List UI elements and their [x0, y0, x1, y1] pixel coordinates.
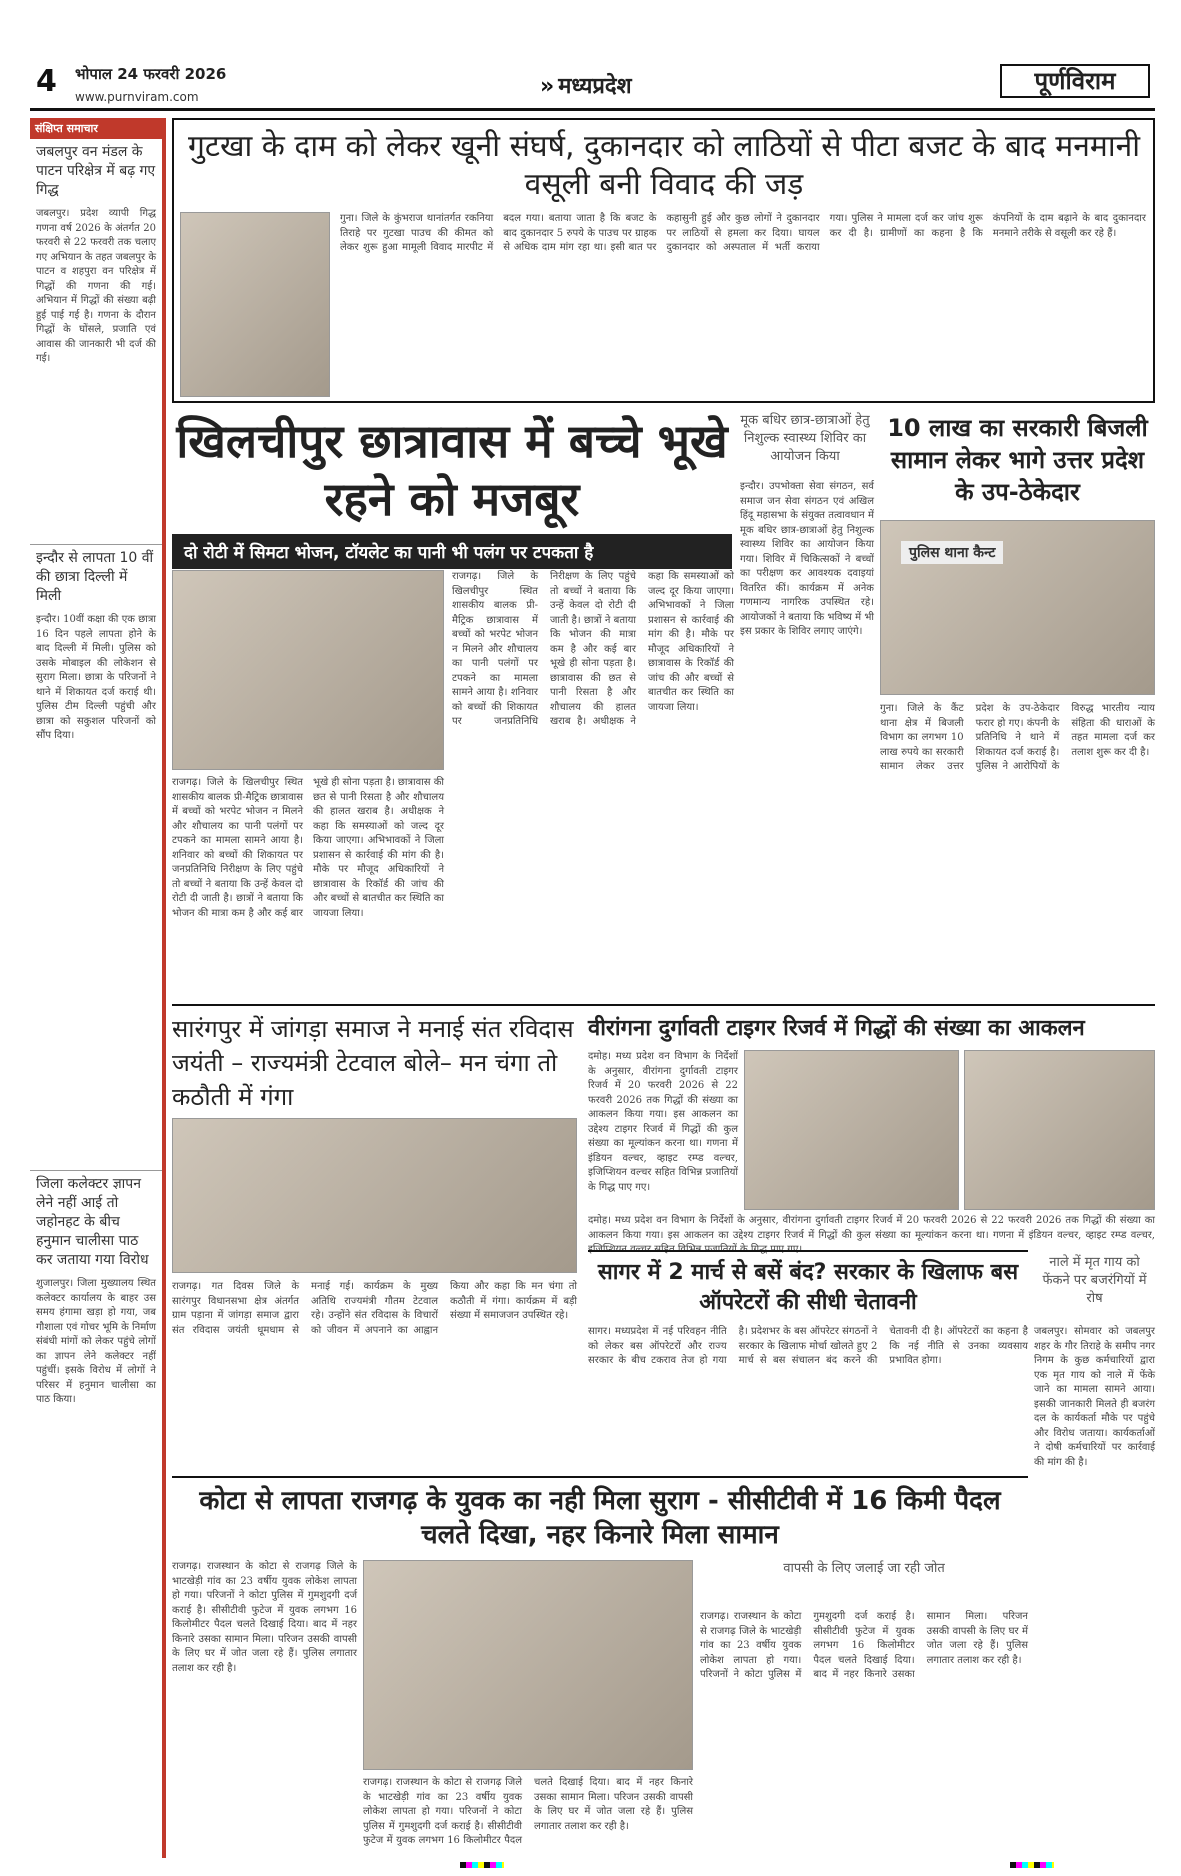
- kota-subhead: वापसी के लिए जलाई जा रही जोत: [783, 1561, 945, 1576]
- kota-body-a: राजगढ़। राजस्थान के कोटा से राजगढ़ जिले के भाटखेड़ी गांव का 23 वर्षीय युवक लोकेश लापता हो गया। परिजनों ने कोटा पुलिस में गुमशुदगी दर्ज कराई है। सीसीटीवी फुटेज में युवक लगभग 16 किलोमीटर पैदल चलते दिखाई दिया। बाद में नहर किनारे उसका सामान मिला। परिजन उसकी वापसी के लिए घर में जोत जला रहे हैं। पुलिस लगातार तलाश कर रही है।: [172, 1561, 357, 1674]
- hostel-photo: [172, 570, 444, 770]
- vultures-photo-2: [964, 1050, 1155, 1210]
- cow-headline: नाले में मृत गाय को फेंकने पर बजरंगियों में रोष: [1042, 1255, 1147, 1306]
- left-story-2: इन्दौर। 10वीं कक्षा की एक छात्रा 16 दिन पहले लापता होने के बाद दिल्ली में मिली। पुलिस को उसके मोबाइल की लोकेशन से सुराग मिला। छात्रा के परिजनों ने थाने में शिकायत दर्ज कराई थी। पुलिस टीम दिल्ली पहुंची और छात्रा को सकुशल परिजनों को सौंप दिया।: [36, 614, 156, 741]
- brand-logo: पूर्णविराम: [1000, 64, 1150, 98]
- police-station-photo: [880, 520, 1155, 695]
- vulture-body-a: दमोह। मध्य प्रदेश वन विभाग के निर्देशों के अनुसार, वीरांगना दुर्गावती टाइगर रिजर्व में 20 फरवरी 2026 से 22 फरवरी 2026 तक गिद्धों की संख्या का आकलन किया गया। इस आकलन का उद्देश्य टाइगर रिजर्व में गिद्धों की कुल संख्या का मूल्यांकन करना था। गणना में इंडियन वल्चर, व्हाइट रम्प्ड वल्चर, इजिप्शियन वल्चर सहित विभिन्न प्रजातियों के गिद्ध पाए गए।: [588, 1051, 738, 1193]
- top-story-headline: गुटखा के दाम को लेकर खूनी संघर्ष, दुकानदार को लाठियों से पीटा बजट के बाद मनमानी वसूली बनी विवाद की जड़: [187, 129, 1141, 202]
- cartoon-image: [180, 212, 330, 397]
- left-story-1: जबलपुर। प्रदेश व्यापी गिद्ध गणना वर्ष 2026 के अंतर्गत 20 फरवरी से 22 फरवरी तक चलाए गए अभियान के तहत जबलपुर के पाटन व शहपुरा वन परिक्षेत्र में गिद्धों की गणना की गई। अभियान में गिद्धों की संख्या बढ़ी हुई पाई गई है। गणना के दौरान गिद्धों के घोंसले, प्रजाति एवं आवास की जानकारी भी दर्ज की गई।: [36, 208, 157, 364]
- sarangpur-headline: सारंगपुर में जांगड़ा समाज ने मनाई संत रविदास जयंती – राज्यमंत्री टेटवाल बोले– मन चंगा तो कठौती में गंगा: [172, 1015, 574, 1111]
- left-headline-3: जिला कलेक्टर ज्ञापन लेने नहीं आई तो जहोनहट के बीच हनुमान चालीसा पाठ कर जताया गया विरोध: [30, 1170, 162, 1274]
- hostel-body-a: राजगढ़। जिले के खिलचीपुर स्थित शासकीय बालक प्री-मैट्रिक छात्रावास में बच्चों को भरपेट भोजन न मिलने और शौचालय का पानी पलंगों पर टपकने का मामला सामने आया है। शनिवार को बच्चों की शिकायत पर जनप्रतिनिधि निरीक्षण के लिए पहुंचे तो बच्चों ने बताया कि उन्हें केवल दो रोटी दी जाती है। छात्रों ने बताया कि भोजन की मात्रा कम है और कई बार भूखे ही सोना पड़ता है। छात्रावास की छत से पानी रिसता है और शौचालय की हालत खराब है। अधीक्षक ने कहा कि समस्याओं को जल्द दूर किया जाएगा। अभिभावकों ने जिला प्रशासन से कार्रवाई की मांग की है। मौके पर मौजूद अधिकारियों ने छात्रावास के रिकॉर्ड की जांच की और बच्चों से बातचीत कर स्थिति का जायजा लिया।: [172, 777, 444, 919]
- sarangpur-body: राजगढ़। गत दिवस जिले के सारंगपुर विधानसभा क्षेत्र अंतर्गत ग्राम पड़ाना में जांगड़ा समाज द्वारा संत रविदास जयंती धूमधाम से मनाई गई। कार्यक्रम के मुख्य अतिथि राज्यमंत्री गौतम टेटवाल रहे। उन्होंने संत रविदास के विचारों को जीवन में अपनाने का आह्वान किया और कहा कि मन चंगा तो कठौती में गंगा। कार्यक्रम में बड़ी संख्या में समाजजन उपस्थित रहे।: [172, 1281, 577, 1336]
- header-rule: [30, 108, 1155, 111]
- kota-body-c: राजगढ़। राजस्थान के कोटा से राजगढ़ जिले के भाटखेड़ी गांव का 23 वर्षीय युवक लोकेश लापता हो गया। परिजनों ने कोटा पुलिस में गुमशुदगी दर्ज कराई है। सीसीटीवी फुटेज में युवक लगभग 16 किलोमीटर पैदल चलते दिखाई दिया। बाद में नहर किनारे उसका सामान मिला। परिजन उसकी वापसी के लिए घर में जोत जला रहे हैं। पुलिस लगातार तलाश कर रही है।: [700, 1611, 1028, 1680]
- print-registration-mark: [460, 1862, 504, 1868]
- left-headline-1: जबलपुर वन मंडल के पाटन परिक्षेत्र में बढ़ गए गिद्ध: [36, 144, 156, 198]
- bus-body: सागर। मध्यप्रदेश में नई परिवहन नीति को लेकर बस ऑपरेटरों और राज्य सरकार के बीच टकराव तेज हो गया है। प्रदेशभर के बस ऑपरेटर संगठनों ने सरकार के खिलाफ मोर्चा खोलते हुए 2 मार्च से बस संचालन बंद करने की चेतावनी दी है। ऑपरेटरों का कहना है कि नई नीति से उनका व्यवसाय प्रभावित होगा।: [588, 1326, 1028, 1366]
- top-story-body: गुना। जिले के कुंभराज थानांतर्गत रकनिया तिराहे पर गुटखा पाउच की कीमत को लेकर शुरू हुआ मामूली विवाद मारपीट में बदल गया। बताया जाता है कि बजट के बाद दुकानदार 5 रुपये के पाउच पर ग्राहक से अधिक दाम मांग रहा था। इसी बात पर कहासुनी हुई और कुछ लोगों ने दुकानदार पर लाठियों से हमला कर दिया। घायल दुकानदार को अस्पताल में भर्ती कराया गया। पुलिस ने मामला दर्ज कर जांच शुरू कर दी है। ग्रामीणों का कहना है कि कंपनियों के दाम बढ़ाने के बाद दुकानदार मनमाने तरीके से वसूली कर रहे हैं।: [340, 213, 1146, 253]
- left-story-3: शुजालपुर। जिला मुख्यालय स्थित कलेक्टर कार्यालय के बाहर उस समय हंगामा खड़ा हो गया, जब गौशाला एवं गोचर भूमि के निर्माण संबंधी मांगों को लेकर पहुंचे लोगों का ज्ञापन लेने कलेक्टर नहीं पहुंचीं। इसके विरोध में लोगों ने परिसर में हनुमान चालीसा का पाठ किया।: [36, 1278, 156, 1405]
- hostel-body-b: राजगढ़। जिले के खिलचीपुर स्थित शासकीय बालक प्री-मैट्रिक छात्रावास में बच्चों को भरपेट भोजन न मिलने और शौचालय का पानी पलंगों पर टपकने का मामला सामने आया है। शनिवार को बच्चों की शिकायत पर जनप्रतिनिधि निरीक्षण के लिए पहुंचे तो बच्चों ने बताया कि उन्हें केवल दो रोटी दी जाती है। छात्रों ने बताया कि भोजन की मात्रा कम है और कई बार भूखे ही सोना पड़ता है। छात्रावास की छत से पानी रिसता है और शौचालय की हालत खराब है। अधीक्षक ने कहा कि समस्याओं को जल्द दूर किया जाएगा। अभिभावकों ने जिला प्रशासन से कार्रवाई की मांग की है। मौके पर मौजूद अधिकारियों ने छात्रावास के रिकॉर्ड की जांच की और बच्चों से बातचीत कर स्थिति का जायजा लिया।: [452, 571, 734, 727]
- camp-headline: मूक बधिर छात्र-छात्राओं हेतु निशुल्क स्वास्थ्य शिविर का आयोजन किया: [740, 413, 870, 464]
- camp-body: इन्दौर। उपभोक्ता सेवा संगठन, सर्व समाज जन सेवा संगठन एवं अखिल हिंदू महासभा के संयुक्त तत्वावधान में मूक बधिर छात्र-छात्राओं हेतु निशुल्क स्वास्थ्य शिविर का आयोजन किया गया। शिविर में चिकित्सकों ने बच्चों का परीक्षण कर आवश्यक दवाइयां वितरित कीं। कार्यक्रम में अनेक गणमान्य नागरिक उपस्थित रहे। आयोजकों ने बताया कि भविष्य में भी इस प्रकार के शिविर लगाए जाएंगे।: [740, 481, 874, 637]
- double-arrow-icon: »: [540, 74, 555, 99]
- print-registration-mark: [1010, 1862, 1054, 1868]
- left-headline-2: इन्दौर से लापता 10 वीं की छात्रा दिल्ली में मिली: [30, 544, 162, 610]
- vulture-headline: वीरांगना दुर्गावती टाइगर रिजर्व में गिद्धों की संख्या का आकलन: [588, 1016, 1085, 1041]
- ceremony-photo: [172, 1118, 577, 1273]
- section-divider: [172, 1004, 1155, 1006]
- kota-body-b: राजगढ़। राजस्थान के कोटा से राजगढ़ जिले के भाटखेड़ी गांव का 23 वर्षीय युवक लोकेश लापता हो गया। परिजनों ने कोटा पुलिस में गुमशुदगी दर्ज कराई है। सीसीटीवी फुटेज में युवक लगभग 16 किलोमीटर पैदल चलते दिखाई दिया। बाद में नहर किनारे उसका सामान मिला। परिजन उसकी वापसी के लिए घर में जोत जला रहे हैं। पुलिस लगातार तलाश कर रही है।: [363, 1777, 693, 1846]
- vulture-body-b: दमोह। मध्य प्रदेश वन विभाग के निर्देशों के अनुसार, वीरांगना दुर्गावती टाइगर रिजर्व में 20 फरवरी 2026 से 22 फरवरी 2026 तक गिद्धों की संख्या का आकलन किया गया। इस आकलन का उद्देश्य टाइगर रिजर्व में गिद्धों की कुल संख्या का मूल्यांकन करना था। गणना में इंडियन वल्चर, व्हाइट रम्प्ड वल्चर, इजिप्शियन वल्चर सहित विभिन्न प्रजातियों के गिद्ध पाए गए।: [588, 1215, 1156, 1255]
- missing-youth-photo: [363, 1560, 693, 1770]
- kota-headline: कोटा से लापता राजगढ़ के युवक का नही मिला सुराग - सीसीटीवी में 16 किमी पैदल चलते दिखा, नहर किनारे मिला सामान: [199, 1486, 1001, 1550]
- brief-news-label: संक्षिप्त समाचार: [30, 118, 162, 139]
- photo-sign: पुलिस थाना कैन्ट: [901, 541, 1003, 564]
- bus-headline: सागर में 2 मार्च से बसें बंद? सरकार के खिलाफ बस ऑपरेटरों की सीधी चेतावनी: [588, 1250, 1028, 1318]
- hostel-headline: खिलचीपुर छात्रावास में बच्चे भूखे रहने को मजबूर: [176, 414, 728, 526]
- electric-headline: 10 लाख का सरकारी बिजली सामान लेकर भागे उत्तर प्रदेश के उप-ठेकेदार: [887, 414, 1148, 506]
- hostel-strip: दो रोटी में सिमटा भोजन, टॉयलेट का पानी भी पलंग पर टपकता है: [172, 534, 732, 569]
- website-link[interactable]: www.purnviram.com: [75, 90, 199, 104]
- vultures-photo-1: [744, 1050, 959, 1210]
- edition-date: भोपाल 24 फरवरी 2026: [75, 65, 227, 83]
- section-title: » मध्यप्रदेश: [540, 74, 632, 99]
- page-number: 4: [36, 64, 57, 99]
- left-sidebar: [30, 118, 166, 1858]
- section-divider-2: [172, 1476, 1028, 1478]
- cow-body: जबलपुर। सोमवार को जबलपुर शहर के गौर तिराहे के समीप नगर निगम के कुछ कर्मचारियों द्वारा एक मृत गाय को नाले में फेंके जाने का मामला सामने आया। इसकी जानकारी मिलते ही बजरंग दल के कार्यकर्ता मौके पर पहुंचे और विरोध जताया। कार्यकर्ताओं ने दोषी कर्मचारियों पर कार्रवाई की मांग की है।: [1034, 1326, 1155, 1468]
- electric-body: गुना। जिले के कैंट थाना क्षेत्र में बिजली विभाग का लगभग 10 लाख रुपये का सरकारी सामान लेकर उत्तर प्रदेश के उप-ठेकेदार फरार हो गए। कंपनी के प्रतिनिधि ने थाने में शिकायत दर्ज कराई है। पुलिस ने आरोपियों के विरुद्ध भारतीय न्याय संहिता की धाराओं के तहत मामला दर्ज कर तलाश शुरू कर दी है।: [880, 703, 1155, 772]
- top-story-box: [172, 118, 1155, 403]
